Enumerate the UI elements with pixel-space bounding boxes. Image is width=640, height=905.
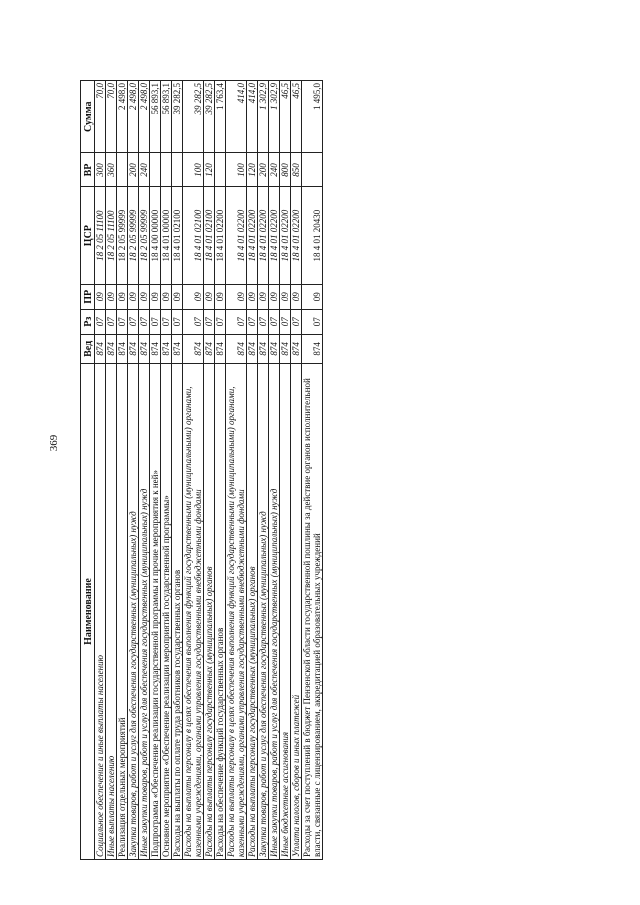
cell-csr: 18 2 05 11100	[95, 187, 106, 284]
cell-vr: 120	[204, 153, 215, 187]
cell-ved: 874	[128, 334, 139, 363]
cell-name: Социальное обеспечение и иные выплаты населению	[95, 364, 106, 860]
cell-ved: 874	[204, 334, 215, 363]
page-number: 369	[48, 434, 60, 452]
cell-pr: 09	[269, 284, 280, 309]
cell-ved: 874	[280, 334, 291, 363]
table-row	[247, 81, 258, 860]
cell-sum: 2 498,0	[128, 81, 139, 154]
header-vr: ВР	[81, 153, 95, 187]
table-row	[226, 81, 247, 860]
cell-csr: 18 4 01 02100	[204, 187, 215, 284]
cell-rz: 07	[128, 309, 139, 334]
cell-csr: 18 2 05 11100	[106, 187, 117, 284]
cell-sum: 414,0	[247, 81, 258, 154]
table-row	[139, 81, 150, 860]
cell-sum: 56 893,1	[150, 81, 161, 154]
table-row	[258, 81, 269, 860]
cell-name: Иные закупки товаров, работ и услуг для обеспечения государственных (муниципальных) нужд	[269, 364, 280, 860]
cell-rz: 07	[269, 309, 280, 334]
cell-name: Расходы на обеспечение функций государственных органов	[215, 364, 226, 860]
cell-rz: 07	[106, 309, 117, 334]
cell-sum: 39 282,5	[172, 81, 183, 154]
cell-pr: 09	[172, 284, 183, 309]
header-ved: Вед	[81, 334, 95, 363]
cell-vr: 300	[95, 153, 106, 187]
cell-rz: 07	[183, 309, 204, 334]
cell-pr: 09	[150, 284, 161, 309]
table-row	[291, 81, 302, 860]
header-rz: Рз	[81, 309, 95, 334]
cell-name: Закупка товаров, работ и услуг для обеспечения государственных (муниципальных) нужд	[128, 364, 139, 860]
cell-csr: 18 4 00 00000	[150, 187, 161, 284]
cell-name: Закупка товаров, работ и услуг для обеспечения государственных (муниципальных) нужд	[258, 364, 269, 860]
cell-rz: 07	[117, 309, 128, 334]
cell-ved: 874	[302, 334, 323, 363]
cell-vr: 800	[280, 153, 291, 187]
cell-sum: 39 282,5	[204, 81, 215, 154]
cell-csr: 18 4 01 02200	[247, 187, 258, 284]
cell-pr: 09	[139, 284, 150, 309]
cell-pr: 09	[291, 284, 302, 309]
table-row	[95, 81, 106, 860]
cell-ved: 874	[269, 334, 280, 363]
cell-vr	[302, 153, 323, 187]
cell-name: Расходы на выплаты персоналу государственных (муниципальных) органов	[204, 364, 215, 860]
cell-rz: 07	[150, 309, 161, 334]
table-row	[204, 81, 215, 860]
cell-ved: 874	[161, 334, 172, 363]
cell-csr: 18 4 01 02200	[280, 187, 291, 284]
table-row	[117, 81, 128, 860]
cell-rz: 07	[258, 309, 269, 334]
cell-vr	[215, 153, 226, 187]
cell-rz: 07	[95, 309, 106, 334]
cell-name: Подпрограмма «Обеспечение реализации государственной программы и прочие мероприятия к ней»	[150, 364, 161, 860]
cell-pr: 09	[215, 284, 226, 309]
cell-vr	[161, 153, 172, 187]
cell-name: Расходы на выплаты персоналу государственных (муниципальных) органов	[247, 364, 258, 860]
cell-name: Расходы за счет поступлений в бюджет Пензенской области государственной пошлины за действие органов исполнительной власти, связанные с лицензированием, аккредитацией образовательных учреждений	[302, 364, 323, 860]
table-header-row	[81, 81, 95, 860]
cell-csr: 18 4 01 02200	[291, 187, 302, 284]
cell-pr: 09	[95, 284, 106, 309]
table-row	[269, 81, 280, 860]
cell-vr: 360	[106, 153, 117, 187]
cell-sum: 46,5	[280, 81, 291, 154]
cell-csr: 18 2 05 99999	[117, 187, 128, 284]
cell-name: Уплата налогов, сборов и иных платежей	[291, 364, 302, 860]
cell-rz: 07	[280, 309, 291, 334]
cell-rz: 07	[172, 309, 183, 334]
table-row	[183, 81, 204, 860]
cell-rz: 07	[226, 309, 247, 334]
cell-rz: 07	[215, 309, 226, 334]
cell-csr: 18 2 05 99999	[128, 187, 139, 284]
cell-name: Реализация отдельных мероприятий	[117, 364, 128, 860]
cell-pr: 09	[117, 284, 128, 309]
cell-name: Расходы на выплаты персоналу в целях обеспечения выполнения функций государственными (муниципальными) органами, казенными учреждениями, органами управления государственными внебюджетными фондами	[226, 364, 247, 860]
cell-vr: 120	[247, 153, 258, 187]
cell-vr: 850	[291, 153, 302, 187]
table-row	[215, 81, 226, 860]
cell-csr: 18 4 01 00000	[161, 187, 172, 284]
cell-ved: 874	[172, 334, 183, 363]
cell-pr: 09	[204, 284, 215, 309]
cell-sum: 1 302,9	[258, 81, 269, 154]
cell-name: Иные бюджетные ассигнования	[280, 364, 291, 860]
cell-sum: 70,0	[106, 81, 117, 154]
cell-rz: 07	[204, 309, 215, 334]
cell-ved: 874	[183, 334, 204, 363]
rotated-page	[80, 80, 550, 860]
cell-name: Иные выплаты населению	[106, 364, 117, 860]
cell-sum: 56 893,1	[161, 81, 172, 154]
cell-pr: 09	[161, 284, 172, 309]
cell-vr: 240	[139, 153, 150, 187]
cell-csr: 18 4 01 02100	[172, 187, 183, 284]
table-body	[95, 81, 323, 860]
cell-vr: 200	[128, 153, 139, 187]
cell-vr	[150, 153, 161, 187]
cell-rz: 07	[291, 309, 302, 334]
cell-ved: 874	[95, 334, 106, 363]
cell-sum: 414,0	[226, 81, 247, 154]
cell-rz: 07	[161, 309, 172, 334]
cell-vr: 200	[258, 153, 269, 187]
cell-ved: 874	[150, 334, 161, 363]
header-pr: ПР	[81, 284, 95, 309]
cell-vr	[117, 153, 128, 187]
cell-name: Расходы на выплаты по оплате труда работников государственных органов	[172, 364, 183, 860]
cell-rz: 07	[302, 309, 323, 334]
cell-pr: 09	[226, 284, 247, 309]
cell-csr: 18 4 01 20430	[302, 187, 323, 284]
table-row	[106, 81, 117, 860]
table-row	[128, 81, 139, 860]
table-row	[172, 81, 183, 860]
cell-csr: 18 4 01 02200	[258, 187, 269, 284]
header-name: Наименование	[81, 364, 95, 860]
header-sum: Сумма	[81, 81, 95, 154]
cell-sum: 46,5	[291, 81, 302, 154]
cell-csr: 18 2 05 99999	[139, 187, 150, 284]
cell-sum: 39 282,5	[183, 81, 204, 154]
cell-sum: 2 498,0	[117, 81, 128, 154]
budget-table	[80, 80, 323, 860]
cell-ved: 874	[139, 334, 150, 363]
table-row	[150, 81, 161, 860]
header-csr: ЦСР	[81, 187, 95, 284]
table-row	[302, 81, 323, 860]
cell-rz: 07	[139, 309, 150, 334]
cell-name: Основное мероприятие «Обеспечение реализации мероприятий государственной программы»	[161, 364, 172, 860]
cell-name: Иные закупки товаров, работ и услуг для обеспечения государственных (муниципальных) нужд	[139, 364, 150, 860]
cell-vr: 240	[269, 153, 280, 187]
cell-ved: 874	[291, 334, 302, 363]
cell-sum: 1 763,4	[215, 81, 226, 154]
cell-ved: 874	[106, 334, 117, 363]
cell-ved: 874	[226, 334, 247, 363]
cell-rz: 07	[247, 309, 258, 334]
cell-vr: 100	[226, 153, 247, 187]
table-row	[280, 81, 291, 860]
cell-sum: 70,0	[95, 81, 106, 154]
cell-csr: 18 4 01 02200	[226, 187, 247, 284]
cell-pr: 09	[247, 284, 258, 309]
cell-pr: 09	[302, 284, 323, 309]
cell-ved: 874	[258, 334, 269, 363]
cell-vr	[172, 153, 183, 187]
cell-csr: 18 4 01 02200	[215, 187, 226, 284]
cell-csr: 18 4 01 02200	[269, 187, 280, 284]
cell-pr: 09	[280, 284, 291, 309]
cell-sum: 1 302,9	[269, 81, 280, 154]
cell-name: Расходы на выплаты персоналу в целях обеспечения выполнения функций государственными (муниципальными) органами, казенными учреждениями, органами управления государственными внебюджетными фондами	[183, 364, 204, 860]
cell-sum: 2 498,0	[139, 81, 150, 154]
cell-csr: 18 4 01 02100	[183, 187, 204, 284]
cell-pr: 09	[106, 284, 117, 309]
cell-ved: 874	[215, 334, 226, 363]
cell-ved: 874	[247, 334, 258, 363]
table-row	[161, 81, 172, 860]
cell-sum: 1 495,0	[302, 81, 323, 154]
cell-pr: 09	[258, 284, 269, 309]
cell-vr: 100	[183, 153, 204, 187]
cell-pr: 09	[183, 284, 204, 309]
cell-pr: 09	[128, 284, 139, 309]
cell-ved: 874	[117, 334, 128, 363]
